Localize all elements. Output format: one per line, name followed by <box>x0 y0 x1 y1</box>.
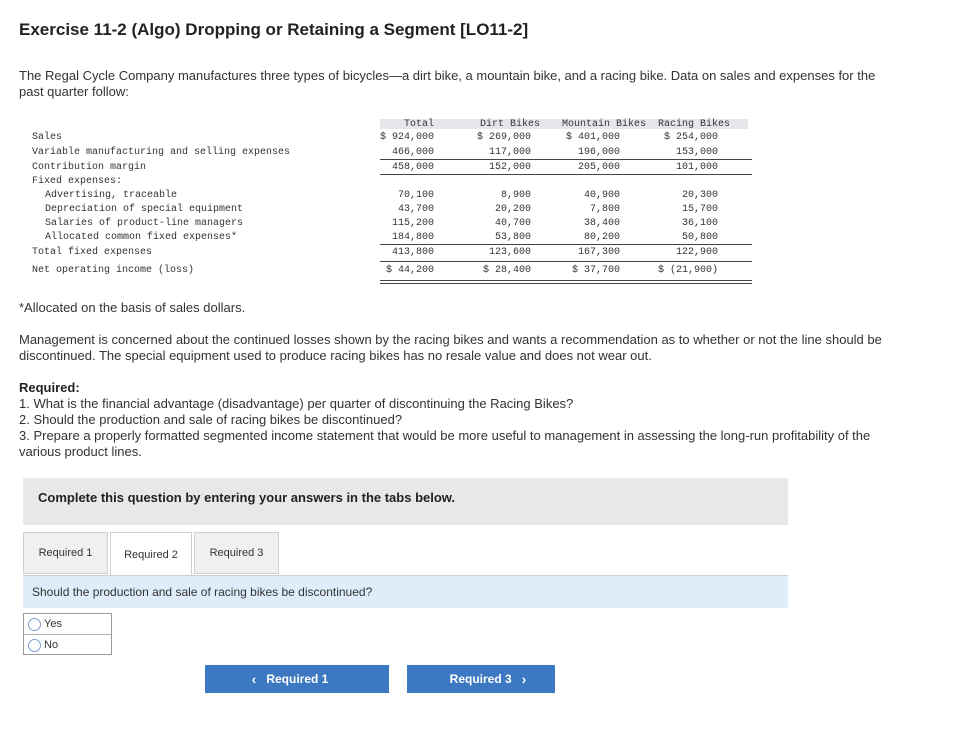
instruction-box <box>23 478 788 525</box>
required-item-3: 3. Prepare a properly formatted segmented income statement that would be more useful to management in assessing the long-run profitability of the various product lines. <box>19 428 871 459</box>
cell-allocated-dirt: 53,800 <box>494 232 531 243</box>
required-item-1: 1. What is the financial advantage (disadvantage) per quarter of discontinuing the Racing Bikes? <box>19 396 574 411</box>
prev-button-label: Required 1 <box>266 672 329 686</box>
cell-depreciation-dirt: 20,200 <box>494 204 531 215</box>
chevron-right-icon: › <box>521 671 527 687</box>
cell-net-total: $ 44,200 <box>385 265 434 276</box>
cell-sales-dirt: $ 269,000 <box>476 132 531 143</box>
required-heading: Required: <box>19 380 80 395</box>
row-label-sales: Sales <box>32 132 63 143</box>
management-text: Management is concerned about the continued losses shown by the racing bikes and wants a recommendation as to whether or not the line should be discontinued. The special equipment used to produce racing bikes has no resale value and does not wear out. <box>19 332 882 363</box>
radio-button-icon[interactable] <box>28 618 41 631</box>
option-yes-label: Yes <box>44 618 62 630</box>
row-label-contribution: Contribution margin <box>32 162 147 173</box>
cell-total-fixed-total: 413,800 <box>391 247 434 258</box>
cell-allocated-mountain: 80,200 <box>583 232 620 243</box>
tab-required-1[interactable]: Required 1 <box>23 532 108 574</box>
rule-line <box>380 261 752 262</box>
cell-allocated-racing: 50,800 <box>681 232 718 243</box>
cell-salaries-total: 115,200 <box>391 218 434 229</box>
footnote: *Allocated on the basis of sales dollars. <box>19 300 246 315</box>
cell-contribution-dirt: 152,000 <box>488 162 531 173</box>
cell-total-fixed-mountain: 167,300 <box>577 247 620 258</box>
rule-line <box>380 244 752 245</box>
page-title: Exercise 11-2 (Algo) Dropping or Retaining a Segment [LO11-2] <box>19 20 529 39</box>
chevron-left-icon: ‹ <box>251 671 257 687</box>
option-no-label: No <box>44 639 59 651</box>
row-label-variable: Variable manufacturing and selling expenses <box>32 147 291 158</box>
cell-sales-mountain: $ 401,000 <box>565 132 620 143</box>
cell-advertising-racing: 20,300 <box>681 190 718 201</box>
cell-total-fixed-dirt: 123,600 <box>488 247 531 258</box>
required-section <box>19 380 899 460</box>
next-button-label: Required 3 <box>449 672 512 686</box>
question-text: Should the production and sale of racing bikes be discontinued? <box>32 585 373 599</box>
tab-required-3[interactable]: Required 3 <box>194 532 279 574</box>
row-label-allocated: Allocated common fixed expenses* <box>45 232 238 243</box>
header-mountain-bikes: Mountain Bikes <box>561 119 646 130</box>
cell-variable-dirt: 117,000 <box>488 147 531 158</box>
row-label-advertising: Advertising, traceable <box>45 190 178 201</box>
cell-contribution-mountain: 205,000 <box>577 162 620 173</box>
option-no[interactable] <box>28 636 58 654</box>
cell-sales-total: $ 924,000 <box>379 132 434 143</box>
cell-advertising-mountain: 40,900 <box>583 190 620 201</box>
header-total: Total <box>403 119 434 130</box>
cell-contribution-total: 458,000 <box>391 162 434 173</box>
cell-depreciation-mountain: 7,800 <box>589 204 620 215</box>
cell-variable-racing: 153,000 <box>675 147 718 158</box>
rule-line <box>380 283 752 284</box>
cell-net-mountain: $ 37,700 <box>571 265 620 276</box>
cell-sales-racing: $ 254,000 <box>663 132 718 143</box>
row-label-fixed: Fixed expenses: <box>32 176 123 187</box>
required-item-2: 2. Should the production and sale of racing bikes be discontinued? <box>19 412 403 427</box>
cell-total-fixed-racing: 122,900 <box>675 247 718 258</box>
answer-options <box>23 613 112 655</box>
header-dirt-bikes: Dirt Bikes <box>479 119 540 130</box>
rule-line <box>380 159 752 160</box>
cell-contribution-racing: 101,000 <box>675 162 718 173</box>
option-divider <box>24 634 111 635</box>
row-label-net: Net operating income (loss) <box>32 265 195 276</box>
radio-button-icon[interactable] <box>28 639 41 652</box>
cell-depreciation-racing: 15,700 <box>681 204 718 215</box>
row-label-total-fixed: Total fixed expenses <box>32 247 153 258</box>
next-required-button[interactable] <box>407 665 555 693</box>
cell-salaries-dirt: 40,700 <box>494 218 531 229</box>
rule-line <box>380 174 752 175</box>
cell-net-racing: $ (21,900) <box>657 265 718 276</box>
intro-text: The Regal Cycle Company manufactures three types of bicycles—a dirt bike, a mountain bike, and a racing bike. Data on sales and expenses for the past quarter follow: <box>19 68 876 99</box>
row-label-depreciation: Depreciation of special equipment <box>45 204 244 215</box>
cell-advertising-dirt: 8,900 <box>500 190 531 201</box>
cell-depreciation-total: 43,700 <box>397 204 434 215</box>
cell-net-dirt: $ 28,400 <box>482 265 531 276</box>
tab-required-2[interactable]: Required 2 <box>110 532 192 576</box>
question-bar <box>23 576 788 608</box>
header-racing-bikes: Racing Bikes <box>657 119 730 130</box>
cell-variable-total: 466,000 <box>391 147 434 158</box>
cell-allocated-total: 184,800 <box>391 232 434 243</box>
rule-line <box>380 280 752 281</box>
cell-salaries-racing: 36,100 <box>681 218 718 229</box>
financial-table <box>28 117 728 287</box>
option-yes[interactable] <box>28 615 62 633</box>
cell-salaries-mountain: 38,400 <box>583 218 620 229</box>
prev-required-button[interactable] <box>205 665 389 693</box>
cell-variable-mountain: 196,000 <box>577 147 620 158</box>
row-label-salaries: Salaries of product-line managers <box>45 218 244 229</box>
cell-advertising-total: 70,100 <box>397 190 434 201</box>
instruction-text: Complete this question by entering your answers in the tabs below. <box>38 490 456 505</box>
